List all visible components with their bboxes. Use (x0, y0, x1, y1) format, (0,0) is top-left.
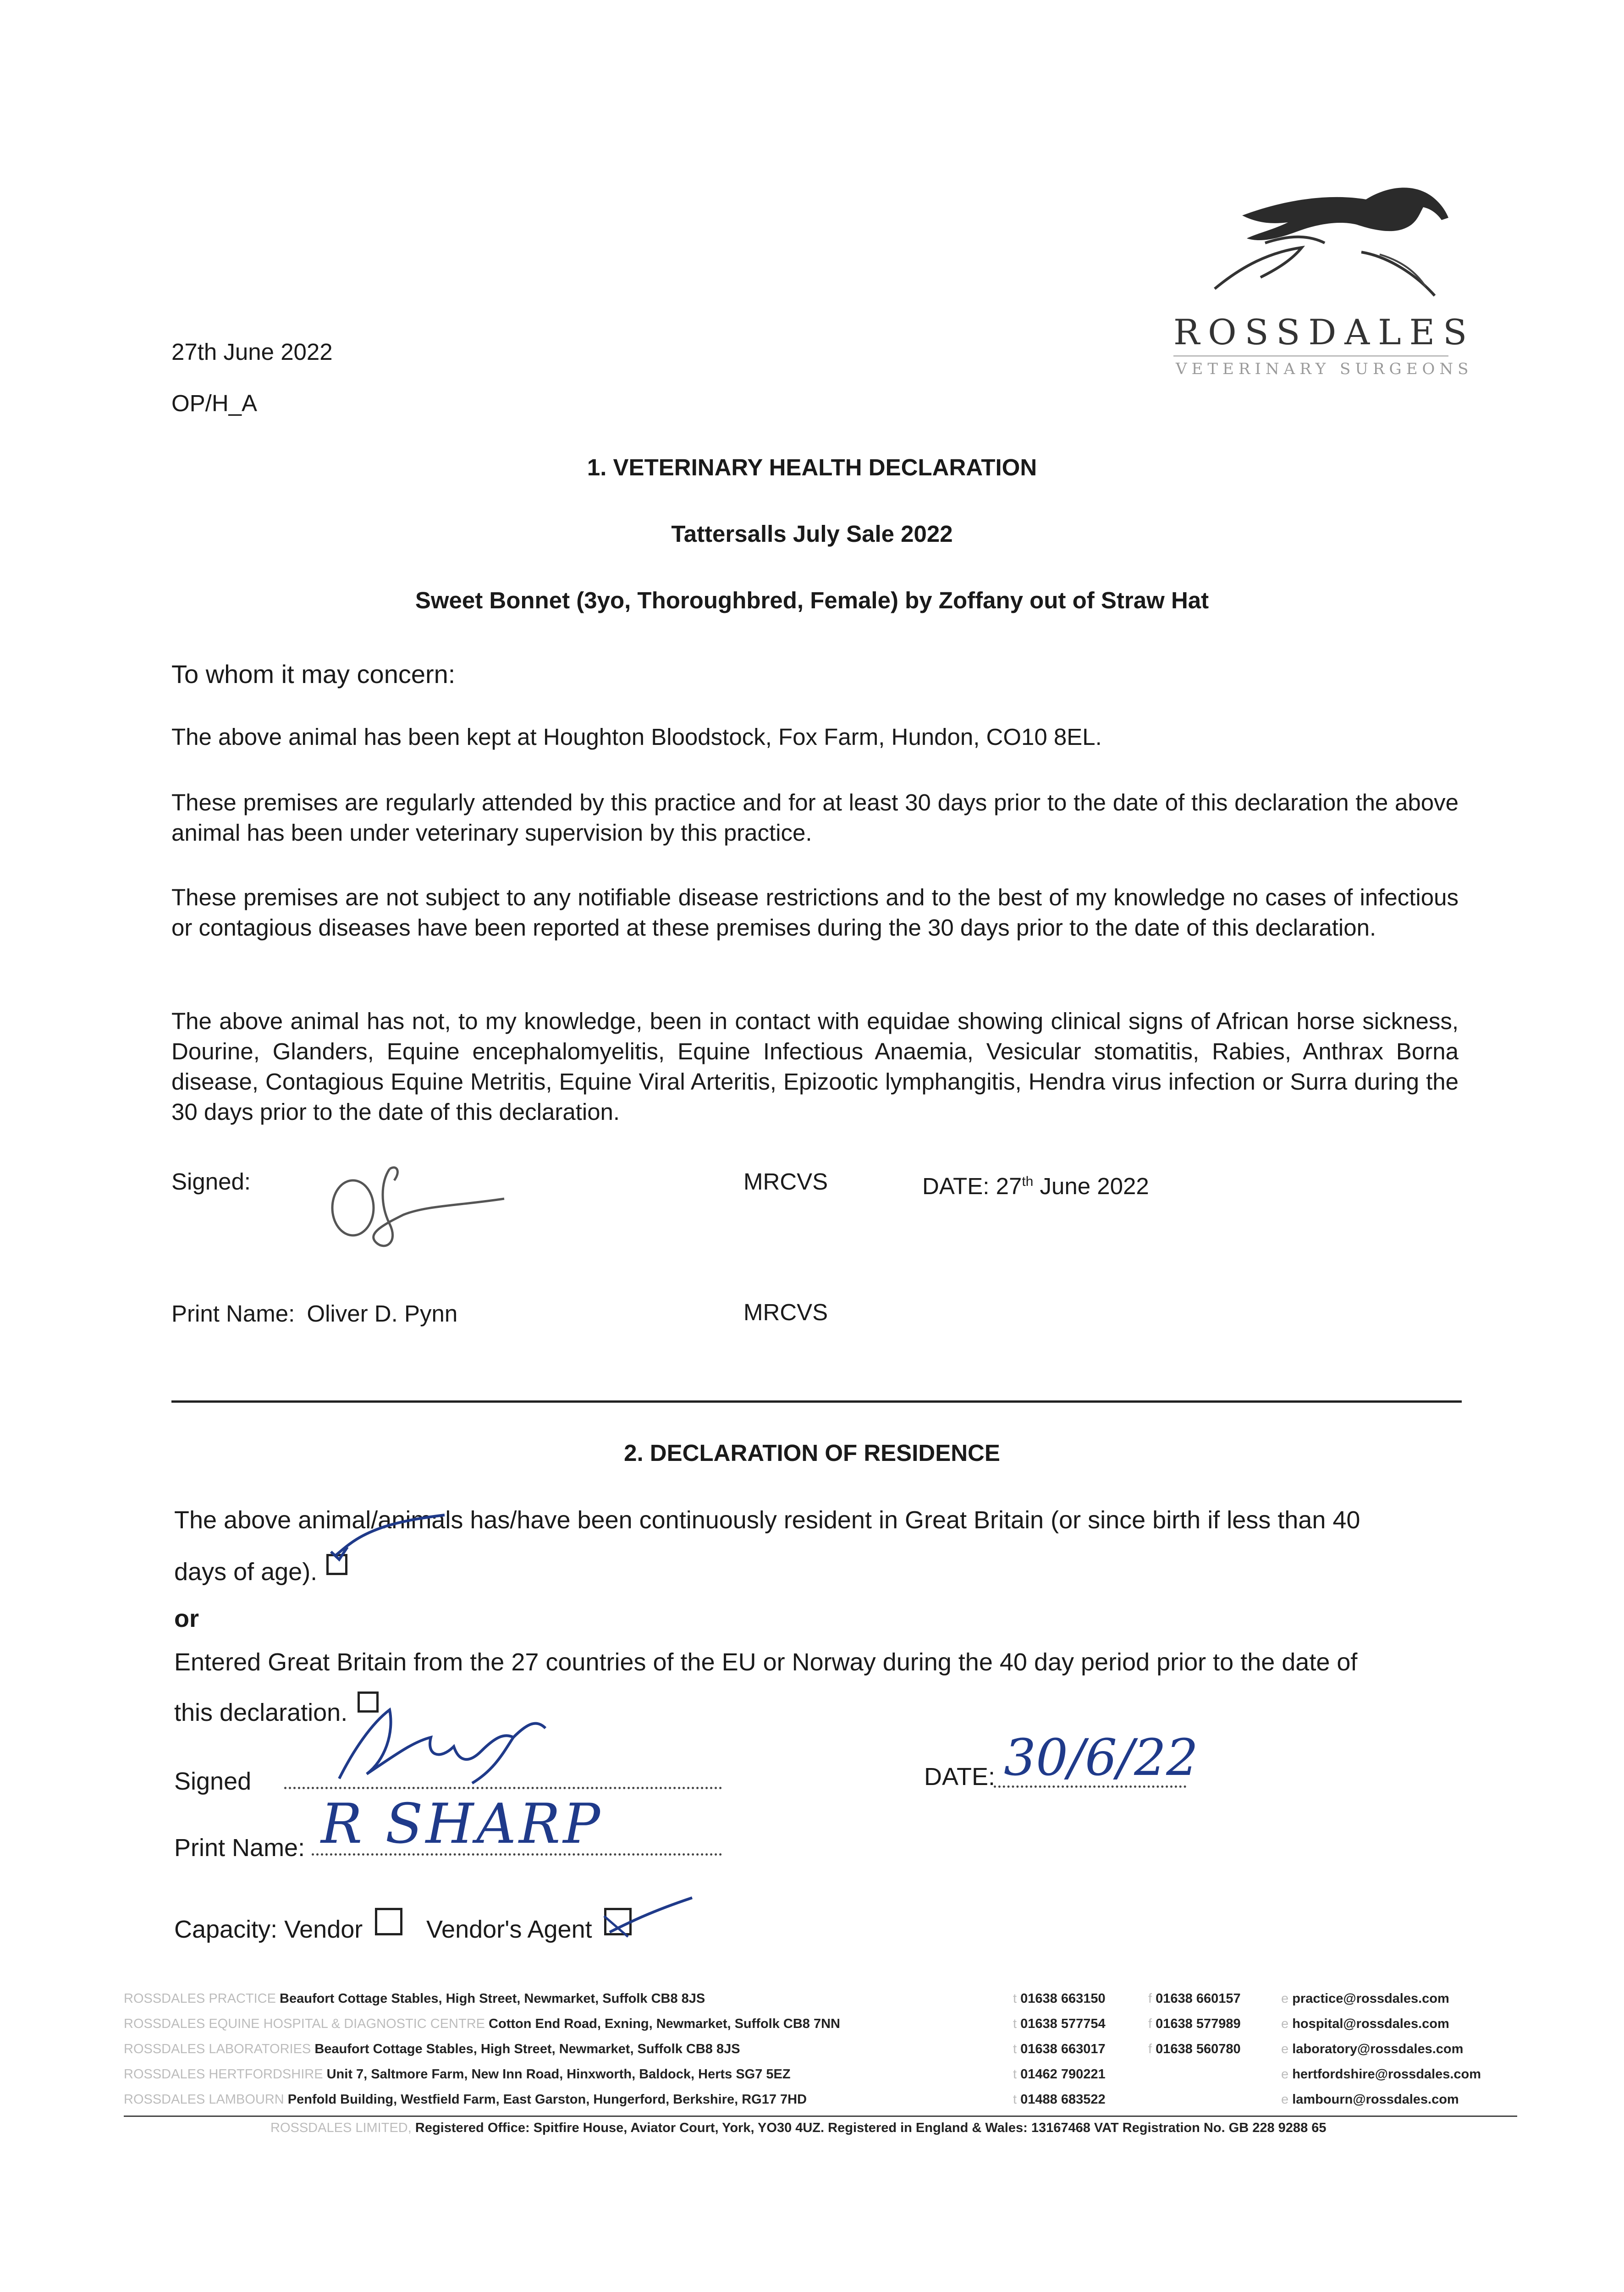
footer-fax-practice: f 01638 660157 (1148, 1991, 1241, 2006)
signed-label-2: Signed (174, 1768, 252, 1795)
horse-logo-icon (1187, 174, 1462, 312)
footer-telephones (1013, 1986, 1106, 2112)
print-name-label: Print Name: (171, 1300, 295, 1327)
footer-divider (124, 2116, 1517, 2117)
date-label: DATE: (922, 1173, 990, 1199)
signed-label: Signed: (171, 1168, 251, 1195)
vendors-agent-label: Vendor's Agent (426, 1916, 592, 1943)
or-label: or (174, 1605, 199, 1632)
mrcvs-label: MRCVS (743, 1168, 828, 1195)
section2-title: 2. DECLARATION OF RESIDENCE (624, 1440, 1000, 1466)
logo-tagline: VETERINARY SURGEONS (1176, 360, 1473, 378)
footer-phone-laboratories: t 01638 663017 (1013, 2042, 1106, 2056)
vendor-checkbox[interactable] (375, 1908, 402, 1935)
print-name-handwritten: R SHARP (321, 1792, 603, 1856)
capacity-vendor-label: Capacity: Vendor (174, 1916, 363, 1943)
footer-address-hospital: ROSSDALES EQUINE HOSPITAL & DIAGNOSTIC CENTRE Cotton End Road, Exning, Newmarket, Suffolk CB8 7NN (124, 2017, 841, 2031)
rossdales-logo (1173, 174, 1476, 394)
paragraph-contact: The above animal has not, to my knowledge, been in contact with equidae showing clinical signs of African horse sickness, Dourine, Glanders, Equine encephalomyelitis, Equine Infectious Anaemia, Vesicular stomatitis, Rabies, Anthrax Borna disease, Contagious Equine Metritis, Equine Viral Arteritis, Epizootic lymphangitis, Hendra virus infection or Surra during the 30 days prior to the date of this declaration. (171, 1008, 1459, 1125)
resident-check-mark (321, 1508, 449, 1563)
footer-phone-lambourn: t 01488 683522 (1013, 2092, 1106, 2107)
print-name-row (171, 1299, 457, 1329)
footer-phone-hospital: t 01638 577754 (1013, 2017, 1106, 2031)
vendors-agent-check-mark (596, 1889, 697, 1944)
print-name-value: Oliver D. Pynn (307, 1300, 458, 1327)
footer-fax-hospital: f 01638 577989 (1148, 2017, 1241, 2031)
footer-emails (1281, 1986, 1481, 2112)
entered-statement-line2: this declaration. (174, 1699, 348, 1726)
print-name-label-2: Print Name: (174, 1834, 305, 1862)
mrcvs-label-2: MRCVS (743, 1299, 828, 1325)
section-divider (171, 1400, 1462, 1403)
date-rest: June 2022 (1033, 1173, 1149, 1199)
footer-address-laboratories: ROSSDALES LABORATORIES Beaufort Cottage Stables, High Street, Newmarket, Suffolk CB8 8JS (124, 2042, 740, 2056)
date-label-2: DATE: (924, 1763, 996, 1791)
footer-email-hertfordshire[interactable]: e hertfordshire@rossdales.com (1281, 2067, 1481, 2082)
paragraph-disease-restrictions: These premises are not subject to any notifiable disease restrictions and to the best of my knowledge no cases of infectious or contagious diseases have been reported at these premises during the 30 days prior to the date of this declaration. (171, 884, 1459, 941)
sale-subtitle: Tattersalls July Sale 2022 (671, 521, 953, 547)
footer-phone-hertfordshire: t 01462 790221 (1013, 2067, 1106, 2082)
footer-address-lambourn: ROSSDALES LAMBOURN Penfold Building, Westfield Farm, East Garston, Hungerford, Berkshire, RG17 7HD (124, 2092, 807, 2107)
footer-phone-practice: t 01638 663150 (1013, 1991, 1106, 2006)
footer-email-hospital[interactable]: e hospital@rossdales.com (1281, 2017, 1449, 2031)
logo-wordmark: ROSSDALES (1173, 312, 1475, 353)
date-suffix: th (1022, 1174, 1034, 1189)
footer-email-laboratory[interactable]: e laboratory@rossdales.com (1281, 2042, 1464, 2056)
date-day: 27 (996, 1173, 1022, 1199)
footer-address-practice: ROSSDALES PRACTICE Beaufort Cottage Stables, High Street, Newmarket, Suffolk CB8 8JS (124, 1991, 705, 2006)
footer-faxes (1148, 1986, 1241, 2062)
footer-address-hertfordshire: ROSSDALES HERTFORDSHIRE Unit 7, Saltmore Farm, New Inn Road, Hinxworth, Baldock, Herts SG7 5EZ (124, 2067, 791, 2082)
paragraph-supervision: These premises are regularly attended by this practice and for at least 30 days prior to the date of this declaration the above animal has been under veterinary supervision by this practice. (171, 789, 1459, 846)
footer-fax-laboratories: f 01638 560780 (1148, 2042, 1241, 2056)
entered-statement-line1: Entered Great Britain from the 27 countries of the EU or Norway during the 40 day period prior to the date of (174, 1648, 1358, 1676)
vet-signature (321, 1155, 513, 1256)
footer-email-practice[interactable]: e practice@rossdales.com (1281, 1991, 1449, 2006)
document-reference: OP/H_A (171, 390, 258, 416)
vendor-signature (321, 1696, 559, 1788)
section1-title: 1. VETERINARY HEALTH DECLARATION (587, 454, 1037, 480)
paragraph-premises: The above animal has been kept at Houghton Bloodstock, Fox Farm, Hundon, CO10 8EL. (171, 724, 1102, 750)
animal-description: Sweet Bonnet (3yo, Thoroughbred, Female) by Zoffany out of Straw Hat (415, 587, 1209, 613)
declaration-date (922, 1167, 1149, 1201)
resident-statement-line2: days of age). (174, 1558, 318, 1586)
footer-registered-office: ROSSDALES LIMITED, Registered Office: Spitfire House, Aviator Court, York, YO30 4UZ. Registered in England & Wales: 13167468 VAT Registration No. GB 228 9288 65 (270, 2121, 1327, 2135)
date-handwritten: 30/6/22 (1004, 1728, 1199, 1787)
resident-statement-line1: The above animal/animals has/have been continuously resident in Great Britain (or since birth if less than 40 (174, 1506, 1360, 1534)
document-date: 27th June 2022 (171, 339, 333, 365)
salutation: To whom it may concern: (171, 660, 456, 689)
footer-email-lambourn[interactable]: e lambourn@rossdales.com (1281, 2092, 1459, 2107)
